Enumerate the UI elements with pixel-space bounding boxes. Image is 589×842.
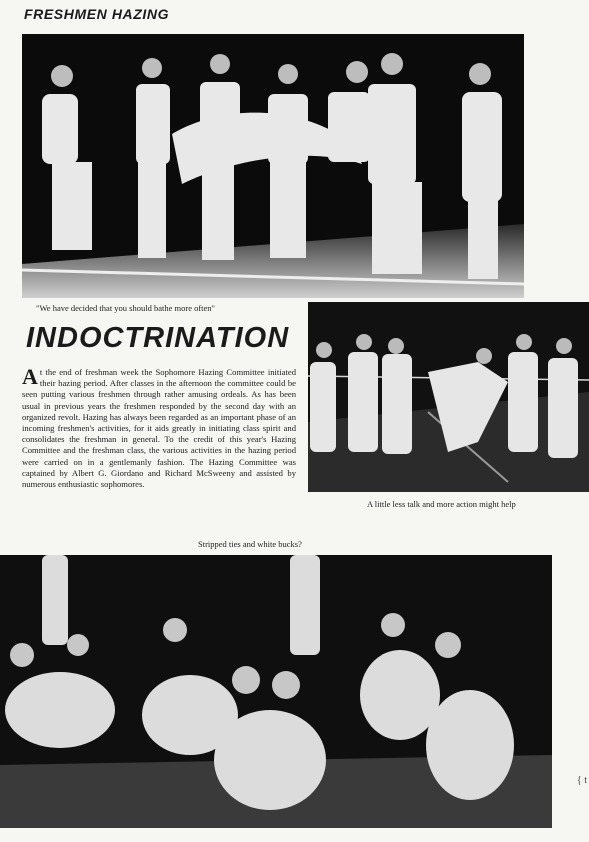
photo-tug-of-war [308,302,589,492]
photo-poolside-toss-image [22,34,524,298]
photo-tug-of-war-image [308,302,589,492]
margin-mark: { t [576,775,587,786]
caption-middle-photo: A little less talk and more action might help [367,499,516,509]
caption-bottom-photo: Stripped ties and white bucks? [198,539,302,549]
photo-freshmen-in-pajamas [0,555,552,828]
section-header: FRESHMEN HAZING [24,6,170,22]
caption-top-photo: "We have decided that you should bathe more often" [36,303,216,313]
article-body [22,364,296,490]
photo-poolside-toss [22,34,524,298]
drop-cap: A [22,364,38,389]
photo-freshmen-in-pajamas-image [0,555,552,828]
article-headline: INDOCTRINATION [26,322,290,354]
article-body-text: t the end of freshman week the Sophomore Hazing Committee initiated their hazing period. After classes in the afternoon the committee could be seen putting various freshmen through rather amusing ordeals. As has been usual in previous years the freshmen responded by the second day with an organized revolt. Hazing has always been regarded as an important phase of an incoming freshmen's activities, for it aids greatly in initiating class spirit and consolidates the freshman in general. To the credit of this year's Hazing Committee and the freshman class, the various activities in the hazing period were carried on in a gentlemanly fashion. The Hazing Committee was captained by Albert G. Giordano and Richard McSweeny and assisted by numerous enthusiastic sophomores. [22,367,296,490]
